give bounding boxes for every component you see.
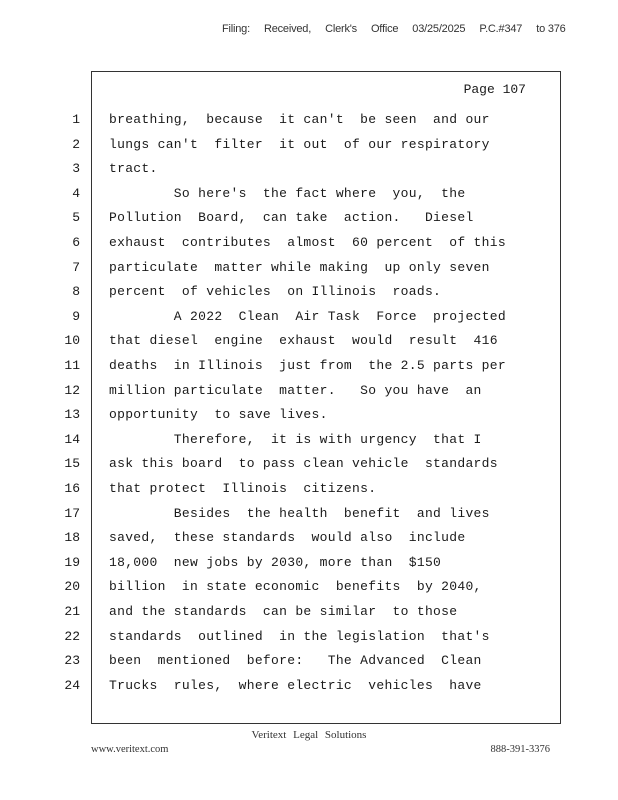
line-text: Therefore, it is with urgency that I xyxy=(109,431,482,447)
line-text: standards outlined in the legislation that's xyxy=(109,628,490,644)
line-number: 16 xyxy=(64,481,80,496)
transcript-line xyxy=(0,309,618,334)
pc-range: to 376 xyxy=(536,23,566,35)
line-number: 12 xyxy=(64,382,80,398)
line-number: 9 xyxy=(72,308,80,324)
filing-date: 03/25/2025 xyxy=(412,23,466,35)
line-text: saved, these standards would also include xyxy=(109,530,466,546)
line-text: opportunity to save lives. xyxy=(109,407,328,423)
transcript-line xyxy=(0,112,618,137)
line-number: 20 xyxy=(64,579,80,595)
filing-stamp xyxy=(222,23,580,35)
transcript-line xyxy=(0,383,618,408)
transcript-line xyxy=(0,629,618,654)
line-number: 24 xyxy=(64,677,80,693)
line-number: 17 xyxy=(64,505,80,521)
page-number: Page 107 xyxy=(463,82,526,97)
transcript-line xyxy=(0,260,618,285)
line-text: percent of vehicles on Illinois roads. xyxy=(109,284,442,300)
transcript-line xyxy=(0,530,618,555)
transcript-line xyxy=(0,137,618,162)
line-number: 5 xyxy=(72,210,80,226)
line-text: Pollution Board, can take action. Diesel xyxy=(109,210,474,226)
line-number: 21 xyxy=(64,604,80,619)
transcript-line xyxy=(0,358,618,383)
line-text: particulate matter while making up only seven xyxy=(109,259,490,275)
line-number: 7 xyxy=(72,259,80,275)
transcript-line xyxy=(0,555,618,580)
transcript-line xyxy=(0,284,618,309)
transcript-line xyxy=(0,604,618,629)
line-text: breathing, because it can't be seen and our xyxy=(109,112,490,127)
received-label: Received, xyxy=(263,23,312,35)
transcript-line xyxy=(0,678,618,703)
line-number: 18 xyxy=(64,530,80,546)
line-text: exhaust contributes almost 60 percent of this xyxy=(109,235,506,250)
line-text: billion in state economic benefits by 2040, xyxy=(109,579,482,595)
line-text: ask this board to pass clean vehicle standards xyxy=(109,456,498,472)
line-text: deaths in Illinois just from the 2.5 parts per xyxy=(109,358,506,373)
line-number: 13 xyxy=(64,407,80,423)
footer-company: Veritext Legal Solutions xyxy=(251,729,367,741)
line-number: 3 xyxy=(72,161,80,177)
line-number: 22 xyxy=(64,628,80,644)
footer-website[interactable]: www.veritext.com xyxy=(91,744,169,755)
transcript-line xyxy=(0,456,618,481)
line-number: 4 xyxy=(72,185,80,201)
line-number: 11 xyxy=(64,358,80,373)
line-text: that protect Illinois citizens. xyxy=(109,481,377,496)
line-number: 15 xyxy=(64,456,80,472)
line-text: Besides the health benefit and lives xyxy=(109,505,490,521)
transcript-line xyxy=(0,506,618,531)
line-text: tract. xyxy=(109,161,158,177)
office-label: Office xyxy=(370,23,399,35)
line-text: So here's the fact where you, the xyxy=(109,185,466,201)
line-text: Trucks rules, where electric vehicles have xyxy=(109,677,482,693)
footer-phone: 888-391-3376 xyxy=(490,744,550,755)
line-number: 2 xyxy=(72,136,80,152)
line-text: million particulate matter. So you have an xyxy=(109,382,482,398)
line-number: 14 xyxy=(64,431,80,447)
line-number: 6 xyxy=(72,235,80,250)
transcript-line xyxy=(0,210,618,235)
clerks-label: Clerk's xyxy=(325,23,357,35)
transcript-line xyxy=(0,432,618,457)
transcript-line xyxy=(0,235,618,260)
transcript-line xyxy=(0,333,618,358)
transcript-line xyxy=(0,161,618,186)
line-number: 23 xyxy=(64,653,80,669)
line-text: been mentioned before: The Advanced Clean xyxy=(109,653,482,669)
line-text: that diesel engine exhaust would result 416 xyxy=(109,333,498,349)
line-text: lungs can't filter it out of our respiratory xyxy=(109,136,490,152)
line-text: A 2022 Clean Air Task Force projected xyxy=(109,308,506,324)
line-number: 8 xyxy=(72,284,80,300)
transcript-line xyxy=(0,481,618,506)
line-number: 19 xyxy=(64,554,80,570)
line-number: 10 xyxy=(64,333,80,349)
line-text: 18,000 new jobs by 2030, more than $150 xyxy=(109,554,442,570)
filing-label: Filing: xyxy=(222,23,250,35)
transcript-line xyxy=(0,186,618,211)
transcript-line xyxy=(0,407,618,432)
pc-number: P.C.#347 xyxy=(479,23,523,35)
line-text: and the standards can be similar to those xyxy=(109,604,458,619)
transcript-line xyxy=(0,579,618,604)
transcript-line xyxy=(0,653,618,678)
line-number: 1 xyxy=(72,112,80,127)
